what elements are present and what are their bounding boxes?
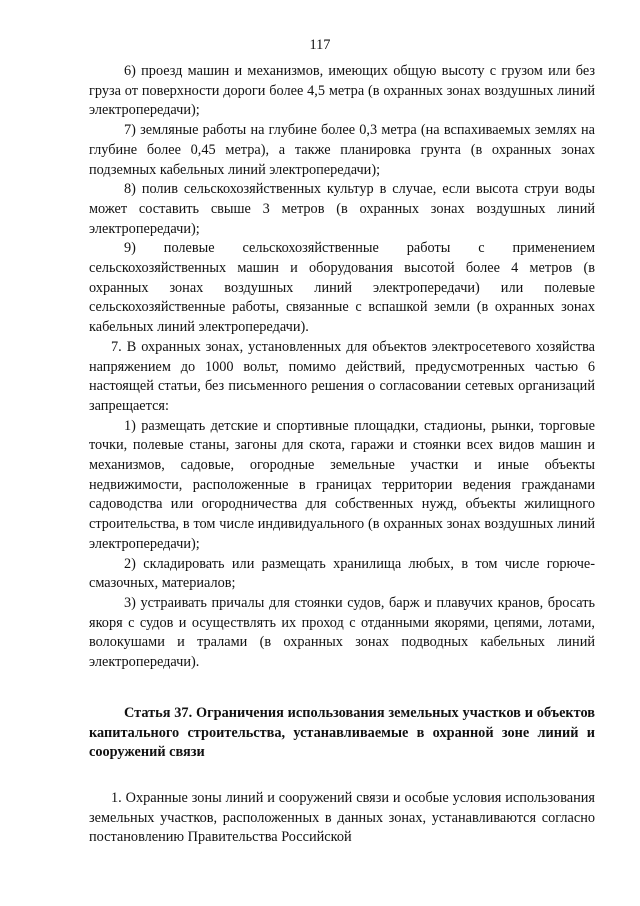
paragraph-item-7: 7) земляные работы на глубине более 0,3 метра (на вспахиваемых землях на глубине более 0,45 метра), а также планировка грунта (в охранных зонах подземных кабельных линий электропередачи); [89,122,595,178]
paragraph-item-8: 8) полив сельскохозяйственных культур в случае, если высота струи воды может составить свыше 3 метров (в охранных зонах воздушных линий электропередачи); [89,181,595,237]
section-7-item-1: 1) размещать детские и спортивные площадки, стадионы, рынки, торговые точки, полевые станы, загоны для скота, гаражи и стоянки всех видов машин и механизмов, садовые, огородные земельные участки и иные объекты недвижимости, расположенные в границах территории ведения гражданами садоводства или огородничества для собственных нужд, объекты жилищного строительства, в том числе индивидуального (в охранных зонах воздушных линий электропередачи); [89,417,595,552]
page-number: 117 [309,37,331,53]
paragraph-item-6: 6) проезд машин и механизмов, имеющих общую высоту с грузом или без груза от поверхности дороги более 4,5 метра (в охранных зонах воздушных линий электропередачи); [89,63,595,119]
article-37-paragraph-1: 1. Охранные зоны линий и сооружений связи и особые условия использования земельных участков, расположенных в данных зонах, устанавливаются согласно постановлению Правительства Российской [89,789,595,846]
document-body [89,62,595,848]
paragraph-item-9: 9) полевые сельскохозяйственные работы с применением сельскохозяйственных машин и оборудования высотой более 4 метров (в охранных зонах воздушных линий электропередачи) или полевые сельскохозяйственные работы, связанные с вспашкой земли (в охранных зонах кабельных линий электропередачи). [89,240,595,336]
section-7-item-3: 3) устраивать причалы для стоянки судов, барж и плавучих кранов, бросать якоря с судов и осуществлять их проход с отданными якорями, цепями, лотами, волокушами и тралами (в охранных зонах подводных кабельных линий электропередачи). [89,594,595,671]
section-7-paragraph: 7. В охранных зонах, установленных для объектов электросетевого хозяйства напряжением до 1000 вольт, помимо действий, предусмотренных частью 6 настоящей статьи, без письменного решения о согласовании сетевых организаций запрещается: [89,338,595,414]
article-37-heading: Статья 37. Ограничения использования земельных участков и объектов капитального строительства, устанавливаемые в охранной зоне линий и сооружений связи [89,704,595,761]
section-7-item-2: 2) складировать или размещать хранилища любых, в том числе горюче-смазочных, материалов; [89,555,595,592]
